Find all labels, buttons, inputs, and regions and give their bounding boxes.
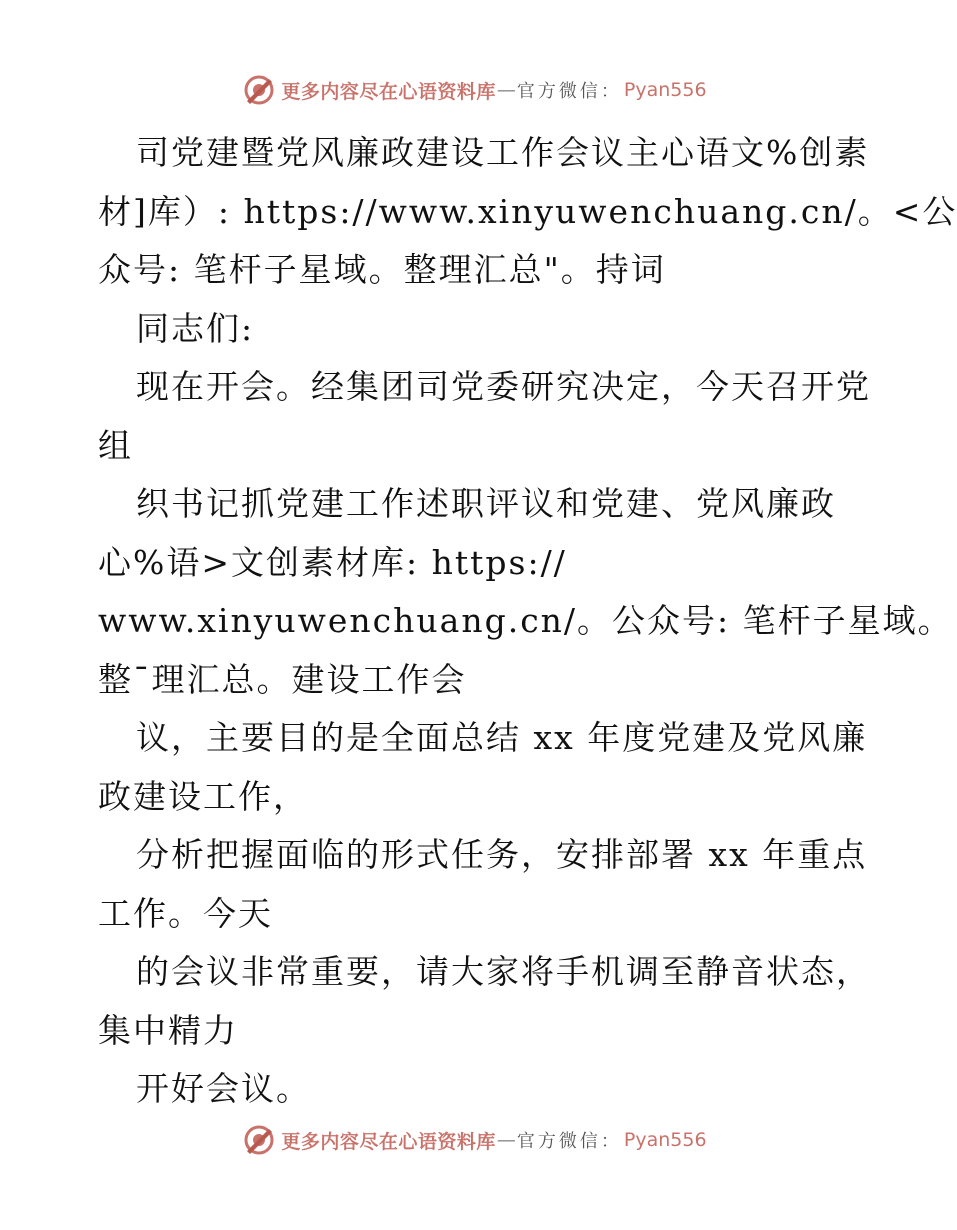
body-line-8: 心%语>文创素材库: https:// xyxy=(98,542,567,582)
body-line-12: 政建设工作， xyxy=(98,776,308,816)
body-line-10: 整¯理汇总。建设工作会 xyxy=(98,659,467,699)
pen-logo-icon xyxy=(243,74,275,106)
header-wechat-id: Pyan556 xyxy=(623,79,707,101)
footer-brand-text: 更多内容尽在心语资料库 xyxy=(281,1130,496,1153)
header-official-label: 官方微信： xyxy=(516,81,622,102)
body-line-16: 集中精力 xyxy=(98,1010,238,1050)
body-line-5: 现在开会。经集团司党委研究决定，今天召开党 xyxy=(136,367,871,406)
body-line-13: 分析把握面临的形式任务，安排部署 xx 年重点 xyxy=(136,835,868,874)
body-line-15: 的会议非常重要，请大家将手机调至静音状态， xyxy=(136,952,871,991)
pen-logo-icon xyxy=(243,1124,275,1156)
body-line-9: www.xinyuwenchuang.cn/。公众号: 笔杆子星域。 xyxy=(98,601,953,640)
body-line-17: 开好会议。 xyxy=(136,1069,311,1108)
header-brand-text: 更多内容尽在心语资料库 xyxy=(281,80,496,103)
body-line-1: 司党建暨党风廉政建设工作会议主心语文%创素 xyxy=(136,133,870,172)
header-watermark-banner xyxy=(0,70,950,110)
body-line-2: 材]库）: https://www.xinyuwenchuang.cn/。<公 xyxy=(98,191,957,231)
body-line-14: 工作。今天 xyxy=(98,893,273,933)
body-line-11: 议，主要目的是全面总结 xx 年度党建及党风廉 xyxy=(136,718,868,757)
footer-wechat-id: Pyan556 xyxy=(623,1129,707,1151)
document-body xyxy=(98,124,957,1119)
body-line-7: 织书记抓党建工作述职评议和党建、党风廉政 xyxy=(136,484,836,523)
footer-official-label: 官方微信： xyxy=(516,1131,622,1152)
footer-watermark-banner xyxy=(0,1120,950,1160)
body-line-4: 同志们: xyxy=(136,308,255,348)
footer-dash: — xyxy=(496,1129,516,1151)
body-line-3: 众号: 笔杆子星域。整理汇总"。持词 xyxy=(98,250,666,289)
body-line-6: 组 xyxy=(98,425,133,465)
header-dash: — xyxy=(496,79,516,101)
